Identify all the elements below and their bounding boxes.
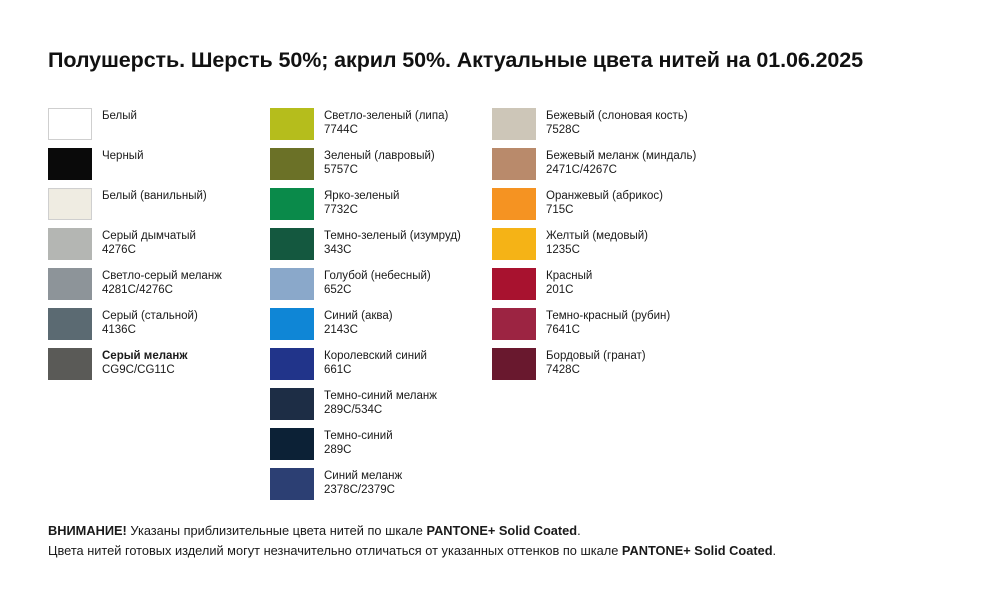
list-item: [48, 108, 270, 148]
color-swatch: [270, 308, 314, 340]
color-swatch: [270, 148, 314, 180]
swatch-name: Бежевый меланж (миндаль): [546, 150, 697, 162]
swatch-code: 2143C: [324, 324, 358, 337]
color-swatch: [48, 228, 92, 260]
list-item: [492, 348, 732, 388]
list-item: [492, 308, 732, 348]
color-swatch: [492, 308, 536, 340]
swatch-columns: [48, 108, 968, 508]
swatch-name: Синий меланж: [324, 470, 403, 482]
swatch-text: [324, 308, 393, 338]
list-item: [270, 108, 492, 148]
list-item: [270, 188, 492, 228]
color-swatch: [270, 348, 314, 380]
color-swatch: [270, 428, 314, 460]
footer-line-2-text: Цвета нитей готовых изделий могут незначительно отличаться от указанных оттенков по шкале: [48, 542, 622, 558]
swatch-name: Бежевый (слоновая кость): [546, 110, 688, 122]
list-item: [492, 108, 732, 148]
swatch-name: Серый меланж: [102, 350, 188, 362]
swatch-code: 7732C: [324, 204, 358, 217]
footer-line-1-text: Указаны приблизительные цвета нитей по шкале: [126, 523, 427, 538]
swatch-text: [324, 388, 437, 418]
swatch-text: [324, 148, 435, 178]
attention-label: ВНИМАНИЕ!: [48, 523, 127, 538]
swatch-text: [324, 348, 427, 378]
swatch-text: [102, 148, 144, 163]
swatch-text: [324, 228, 461, 258]
swatch-text: [102, 188, 207, 203]
swatch-code: 201C: [546, 284, 574, 297]
list-item: [270, 228, 492, 268]
swatch-code: 289C/534C: [324, 404, 383, 417]
swatch-code: 7428C: [546, 364, 580, 377]
color-swatch: [492, 148, 536, 180]
swatch-code: 652C: [324, 284, 352, 297]
swatch-text: [324, 108, 448, 138]
swatch-code: 1235C: [546, 244, 580, 257]
swatch-code: CG9C/CG11C: [102, 364, 175, 377]
swatch-text: [546, 268, 592, 298]
swatch-code: 4276C: [102, 244, 136, 257]
swatch-text: [546, 108, 688, 138]
list-item: [48, 348, 270, 388]
swatch-name: Ярко-зеленый: [324, 190, 400, 202]
list-item: [270, 268, 492, 308]
list-item: [48, 228, 270, 268]
color-swatch: [492, 348, 536, 380]
list-item: [492, 148, 732, 188]
swatch-text: [546, 228, 648, 258]
color-swatch: [48, 108, 92, 140]
list-item: [270, 148, 492, 188]
swatch-text: [546, 148, 696, 178]
swatch-name: Темно-синий меланж: [324, 390, 437, 402]
swatch-name: Зеленый (лавровый): [324, 150, 435, 162]
swatch-code: 5757C: [324, 164, 358, 177]
list-item: [270, 348, 492, 388]
swatch-name: Темно-красный (рубин): [546, 310, 671, 322]
swatch-name: Серый (стальной): [102, 310, 198, 322]
swatch-column-neutrals: [48, 108, 270, 508]
footer-line-1-end: .: [577, 523, 581, 538]
list-item: [492, 268, 732, 308]
color-swatch: [48, 308, 92, 340]
swatch-column-greens-blues: [270, 108, 492, 508]
swatch-code: 343C: [324, 244, 352, 257]
color-swatch: [492, 228, 536, 260]
color-swatch: [270, 228, 314, 260]
swatch-name: Темно-синий: [324, 430, 393, 442]
list-item: [48, 188, 270, 228]
color-swatch: [270, 108, 314, 140]
swatch-code: 2378C/2379C: [324, 484, 395, 497]
swatch-code: 661C: [324, 364, 352, 377]
swatch-name: Красный: [546, 270, 593, 282]
list-item: [48, 268, 270, 308]
swatch-name: Серый дымчатый: [102, 230, 196, 242]
list-item: [492, 188, 732, 228]
color-swatch: [48, 188, 92, 220]
swatch-text: [546, 348, 646, 378]
list-item: [48, 308, 270, 348]
color-swatch: [48, 148, 92, 180]
footer-line-2-end: .: [772, 542, 777, 558]
color-swatch: [492, 268, 536, 300]
swatch-text: [324, 268, 431, 298]
swatch-code: 7528C: [546, 124, 580, 137]
swatch-name: Синий (аква): [324, 310, 393, 322]
pantone-scale-1: PANTONE+ Solid Coated: [426, 523, 578, 538]
swatch-text: [102, 268, 222, 298]
swatch-column-warm: [492, 108, 732, 508]
color-swatch: [270, 188, 314, 220]
swatch-code: 289C: [324, 444, 352, 457]
swatch-text: [324, 188, 399, 218]
swatch-code: 7641C: [546, 324, 580, 337]
color-swatch: [270, 388, 314, 420]
swatch-name: Голубой (небесный): [324, 270, 431, 282]
swatch-code: 4281C/4276C: [102, 284, 173, 297]
list-item: [492, 228, 732, 268]
swatch-text: [546, 308, 670, 338]
footer-line-1: [48, 521, 968, 541]
swatch-name: Белый: [102, 110, 137, 122]
color-swatch: [492, 108, 536, 140]
pantone-scale-2: PANTONE+ Solid Coated: [621, 542, 773, 558]
swatch-name: Бордовый (гранат): [546, 350, 646, 362]
swatch-text: [102, 308, 198, 338]
swatch-name: Королевский синий: [324, 350, 427, 362]
swatch-name: Оранжевый (абрикос): [546, 190, 663, 202]
swatch-text: [102, 108, 137, 123]
color-swatch: [270, 268, 314, 300]
list-item: [48, 148, 270, 188]
swatch-text: [324, 468, 402, 498]
swatch-code: 715C: [546, 204, 574, 217]
footer-note: [48, 521, 968, 561]
swatch-text: [102, 348, 188, 378]
swatch-name: Темно-зеленый (изумруд): [324, 230, 461, 242]
swatch-text: [102, 228, 196, 258]
list-item: [270, 428, 492, 468]
swatch-name: Черный: [102, 150, 144, 162]
list-item: [270, 468, 492, 508]
swatch-text: [324, 428, 393, 458]
swatch-name: Светло-зеленый (липа): [324, 110, 449, 122]
list-item: [270, 388, 492, 428]
color-swatch: [48, 348, 92, 380]
page-title: Полушерсть. Шерсть 50%; акрил 50%. Актуальные цвета нитей на 01.06.2025: [48, 48, 863, 72]
swatch-name: Светло-серый меланж: [102, 270, 222, 282]
swatch-text: [546, 188, 663, 218]
swatch-code: 4136C: [102, 324, 136, 337]
color-swatch: [48, 268, 92, 300]
swatch-code: 2471C/4267C: [546, 164, 617, 177]
swatch-code: 7744C: [324, 124, 358, 137]
swatch-name: Желтый (медовый): [546, 230, 648, 242]
color-swatch: [492, 188, 536, 220]
list-item: [270, 308, 492, 348]
footer-line-2: [48, 541, 968, 561]
color-swatch: [270, 468, 314, 500]
swatch-name: Белый (ванильный): [102, 190, 207, 202]
